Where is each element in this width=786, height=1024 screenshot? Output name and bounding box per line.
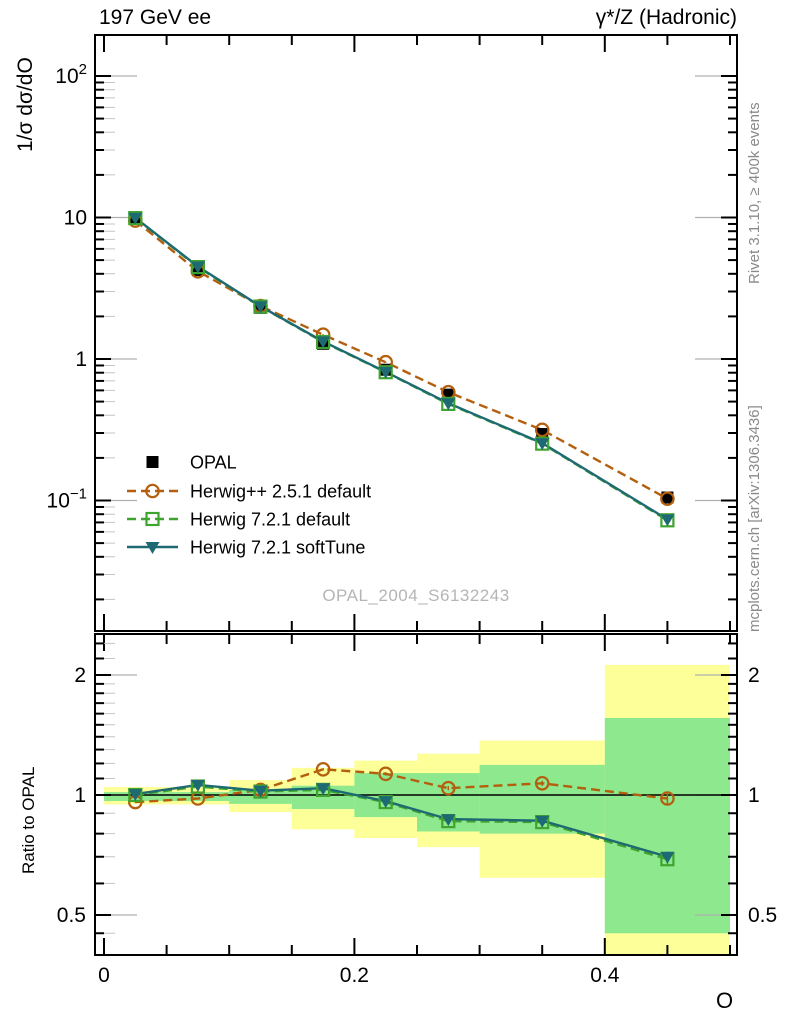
process-title: γ*/Z (Hadronic) [595, 6, 737, 29]
x-axis-label: O [716, 988, 734, 1013]
beam-energy-title: 197 GeV ee [99, 6, 212, 29]
ratio-y-axis-label: Ratio to OPAL [19, 766, 38, 874]
ratio-ytick-label-right: 2 [748, 664, 760, 687]
ratio-ytick-label-right: 0.5 [748, 904, 778, 927]
legend-label: Herwig 7.2.1 default [190, 509, 351, 530]
xtick-label: 0 [98, 964, 110, 987]
band-green-bin7 [605, 718, 730, 933]
legend [127, 453, 371, 558]
legend-item-herwigpp-251-default [127, 482, 371, 502]
main-curve-herwig-721-softtune [135, 218, 667, 520]
main-y-axis-label: 1/σ dσ/dO [14, 57, 37, 152]
legend-label: Herwig++ 2.5.1 default [190, 481, 372, 502]
ratio-ytick-label-left: 0.5 [56, 904, 86, 927]
xtick-label: 0.4 [590, 964, 620, 987]
legend-item-herwig-721-softtune [127, 538, 365, 558]
main-curve-herwig-721-default [135, 218, 667, 520]
main-ytick-label: 10 [63, 206, 87, 230]
ratio-ytick-label-right: 1 [748, 784, 760, 807]
legend-label: Herwig 7.2.1 softTune [190, 537, 366, 558]
main-ytick-label: $10^{-1}$ [46, 485, 87, 513]
main-ytick-label: 1 [75, 348, 87, 371]
analysis-id-watermark: OPAL_2004_S6132243 [322, 586, 510, 605]
legend-item-herwig-721-default [127, 510, 350, 530]
mcplots-arxiv-caption: mcplots.cern.ch [arXiv:1306.3436] [746, 405, 763, 632]
ratio-ytick-label-left: 1 [74, 784, 86, 807]
main-ytick-label: $10^2$ [55, 61, 87, 88]
rivet-version-caption: Rivet 3.1.10, ≥ 400k events [746, 102, 763, 284]
xtick-label: 0.2 [339, 964, 370, 987]
legend-label: OPAL [190, 452, 237, 473]
legend-item-opal [147, 453, 237, 473]
ratio-ytick-label-left: 2 [74, 664, 86, 687]
